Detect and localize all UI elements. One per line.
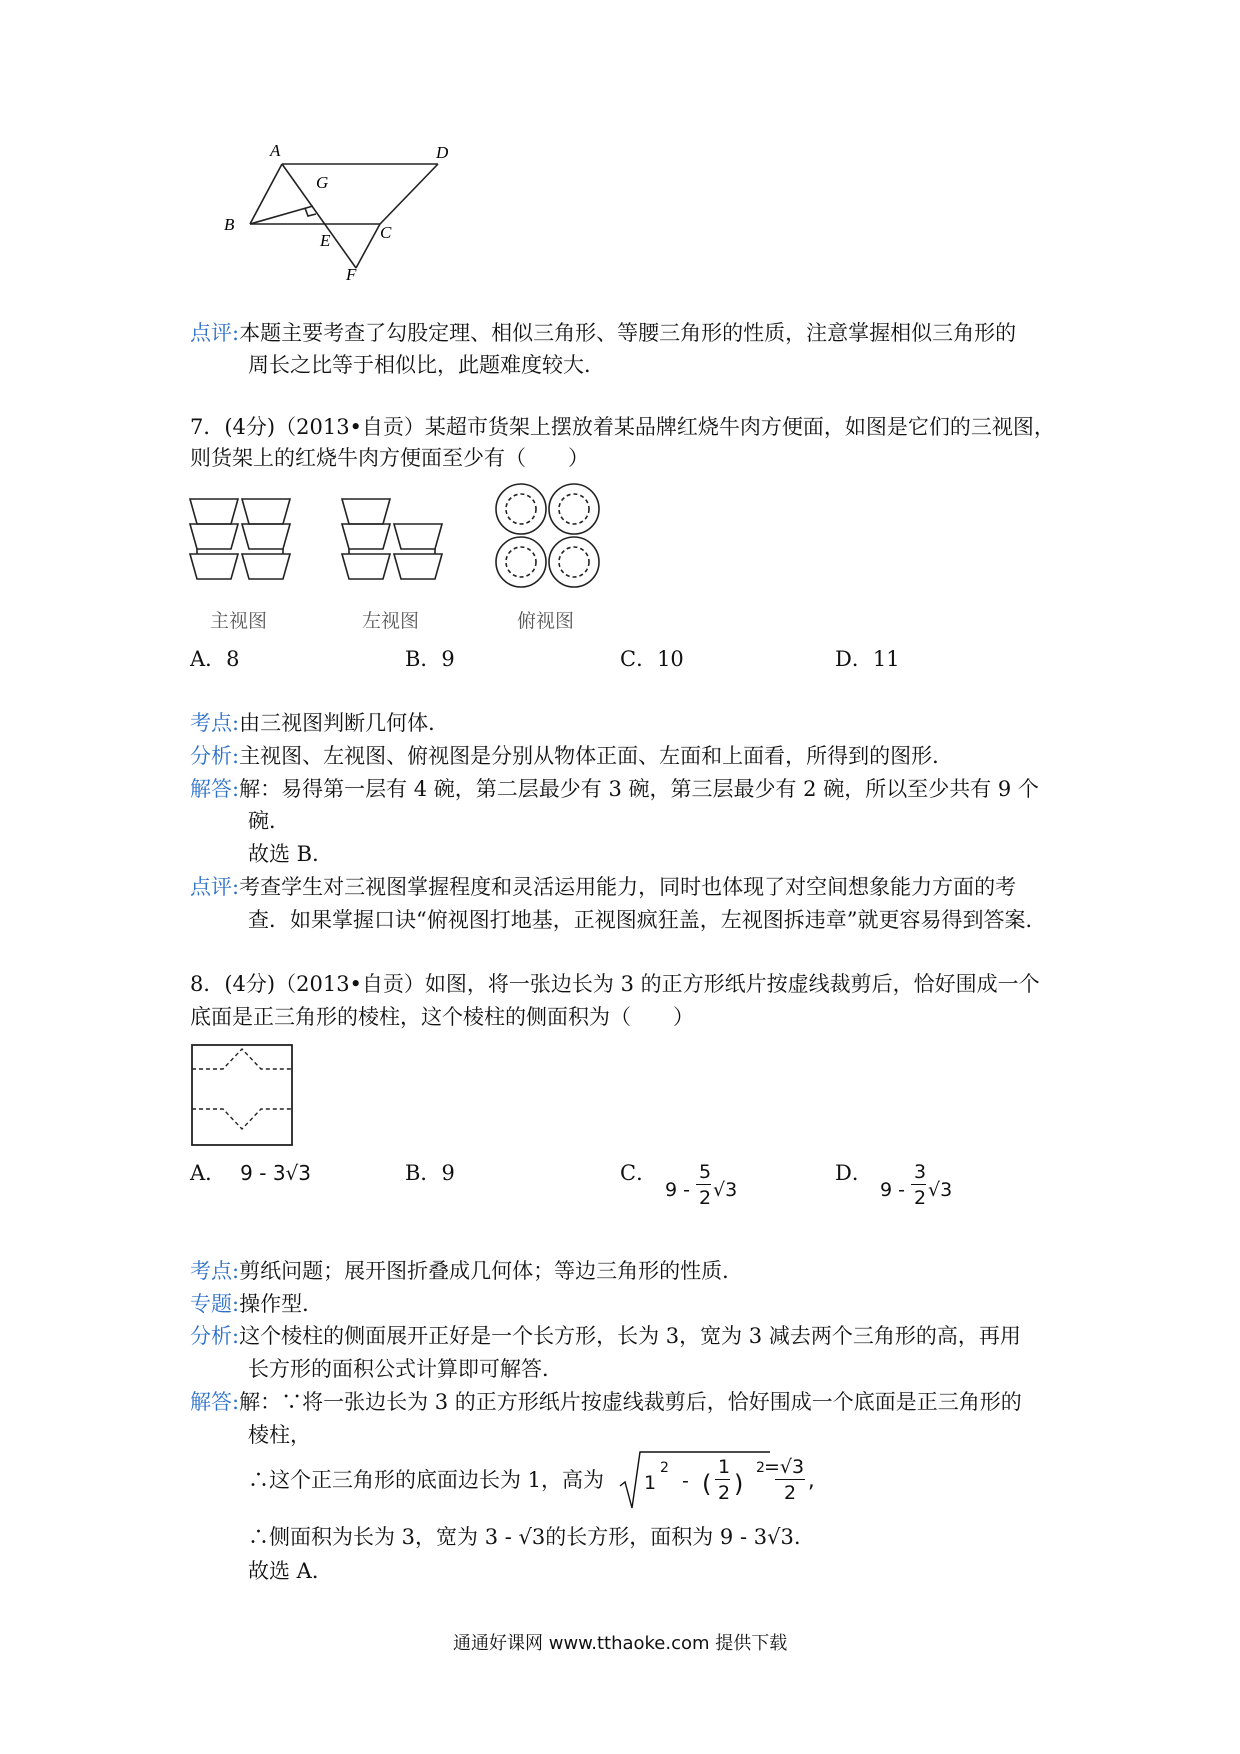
q7-jieda-line3: 故选 B． [248,842,334,866]
q7-option-c: C．10 [620,647,684,671]
q8-kaodian [190,1257,743,1285]
comment-line1: 本题主要考查了勾股定理、相似三角形、等腰三角形的性质，注意掌握相似三角形的 [239,321,1017,345]
c-den: 2 [699,1187,712,1209]
kaodian-text: 剪纸问题；展开图折叠成几何体；等边三角形的性质． [239,1259,744,1283]
option-b-value: 9 [441,1161,455,1185]
parallelogram-figure [224,140,470,284]
q8-option-b [405,1159,455,1187]
comment-label: 点评: [190,321,240,345]
eq-end: , [808,1468,815,1492]
eq-den: 2 [784,1482,797,1504]
jieda-label: 解答: [190,777,240,801]
jieda-line1: 解：∵将一张边长为 3 的正方形纸片按虚线裁剪后，恰好围成一个底面是正三角形的 [239,1390,1022,1414]
q7-line2: 则货架上的红烧牛肉方便面至少有（ ） [190,446,589,470]
q8-jieda-line5: 故选 A． [248,1559,333,1583]
fenxi-label: 分析: [190,1324,240,1348]
q7-kaodian [190,709,449,737]
q8-jieda-line4: ∴侧面积为长为 3，宽为 3 - √3的长方形，面积为 9 - 3√3. [248,1525,801,1549]
fenxi-label: 分析: [190,744,240,768]
q8-jieda-line2: 棱柱， [248,1423,311,1447]
q8-option-c-label: C． [620,1161,658,1185]
label-E: E [320,231,331,250]
q8-jieda [190,1388,1022,1416]
left-view-figure [340,497,444,585]
caption-left-view: 左视图 [362,610,420,632]
c-rad: √3 [713,1179,738,1201]
front-view-figure [188,497,292,585]
inner-frac-den: 2 [718,1482,731,1504]
label-G: G [316,173,329,192]
zhuanti-label: 专题: [190,1292,240,1316]
q8-fenxi-line2: 长方形的面积公式计算即可解答． [248,1357,563,1381]
q8-jieda-line3-text: ∴这个正三角形的底面边长为 1，高为 [248,1468,605,1492]
q8-line2: 底面是正三角形的棱柱，这个棱柱的侧面积为（ ） [190,1005,694,1029]
eq-num: =√3 [764,1456,805,1478]
c-pre: 9 - [665,1179,690,1201]
jieda-label: 解答: [190,1390,240,1414]
q7-option-d: D．11 [835,647,900,671]
q8-option-a [190,1159,311,1187]
q7-jieda-line2: 碗． [248,809,290,833]
square-paper-figure [190,1043,294,1147]
inner-sup2: 2 [756,1460,765,1476]
q7-line1: 7．(4分)（2013•自贡）某超市货架上摆放着某品牌红烧牛肉方便面，如图是它们的三视图， [190,415,1055,439]
fenxi-line1: 这个棱柱的侧面展开正好是一个长方形，长为 3，宽为 3 减去两个三角形的高，再用 [239,1324,1021,1348]
q7-dianping-line2: 查．如果掌握口诀“俯视图打地基，正视图疯狂盖，左视图拆违章”就更容易得到答案． [248,908,1047,932]
page-footer: 通通好课网 www.tthaoke.com 提供下载 [453,1633,788,1654]
comment-block [190,319,1016,347]
q7-option-a: A．8 [190,647,240,671]
inner-a: 1 [644,1472,657,1494]
dianping-label: 点评: [190,875,240,899]
inner-frac-num: 1 [718,1456,731,1478]
zhuanti-text: 操作型． [239,1292,324,1316]
q7-dianping [190,873,1016,901]
dianping-line1: 考查学生对三视图掌握程度和灵活运用能力，同时也体现了对空间想象能力方面的考 [239,875,1017,899]
kaodian-label: 考点: [190,711,240,735]
label-C: C [380,223,392,242]
q8-fenxi [190,1322,1021,1350]
height-formula: 1 2 - ( 1 2 ) 2 =√3 2 , [618,1448,828,1512]
q7-jieda [190,775,1039,803]
option-a-value: 9 - 3√3 [240,1161,312,1185]
option-a-label: A． [190,1161,227,1185]
label-B: B [224,215,235,234]
label-F: F [346,265,357,284]
q7-option-b: B．9 [405,647,455,671]
d-num: 3 [914,1161,927,1183]
d-rad: √3 [928,1179,953,1201]
kaodian-text: 由三视图判断几何体． [239,711,450,735]
d-den: 2 [914,1187,927,1209]
d-pre: 9 - [880,1179,905,1201]
option-b-label: B． [405,1161,442,1185]
kaodian-label: 考点: [190,1259,240,1283]
inner-sup: 2 [660,1460,669,1476]
caption-front-view: 主视图 [210,610,268,632]
jieda-line1: 解：易得第一层有 4 碗，第二层最少有 3 碗，第三层最少有 2 碗，所以至少共有 9 个 [239,777,1039,801]
q8-zhuanti [190,1290,323,1318]
comment-line2: 周长之比等于相似比，此题难度较大． [248,353,605,377]
q8-option-d-label: D． [835,1161,873,1185]
label-D: D [436,143,449,162]
fenxi-text: 主视图、左视图、俯视图是分别从物体正面、左面和上面看，所得到的图形． [239,744,954,768]
label-A: A [270,141,281,160]
c-num: 5 [699,1161,712,1183]
top-view-figure [494,482,604,592]
q7-fenxi [190,742,953,770]
q8-line1: 8．(4分)（2013•自贡）如图，将一张边长为 3 的正方形纸片按虚线裁剪后，恰好围成一个 [190,972,1040,996]
caption-top-view: 俯视图 [517,610,575,632]
inner-minus: - [682,1470,689,1492]
